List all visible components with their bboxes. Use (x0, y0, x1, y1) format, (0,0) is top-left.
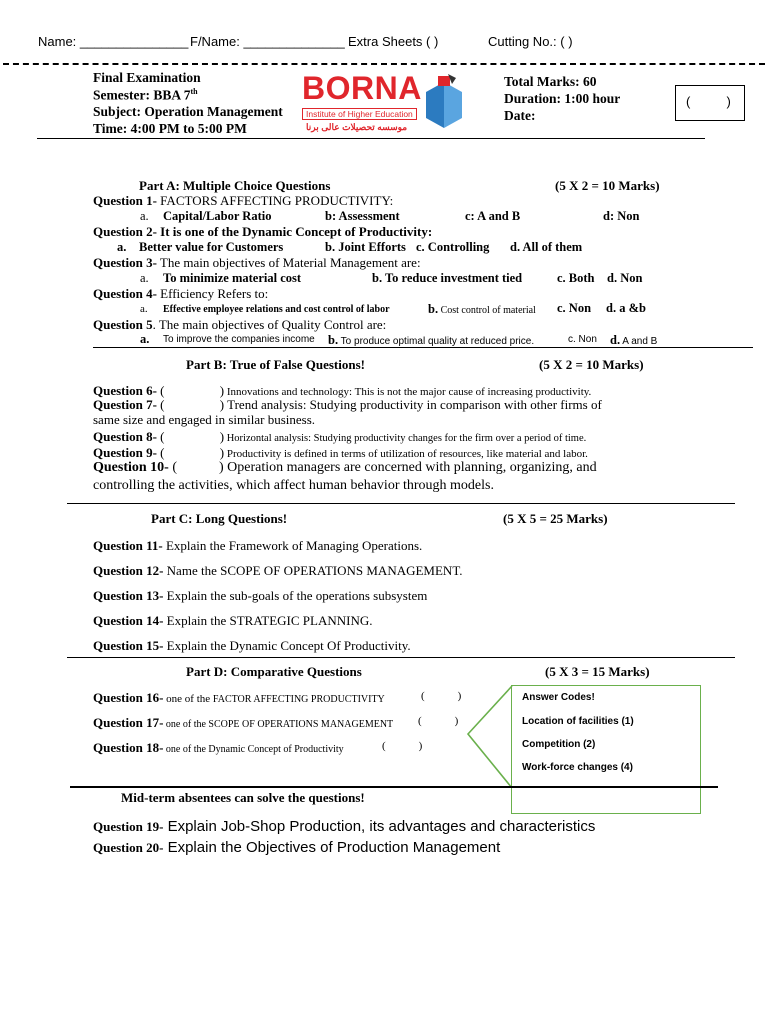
subject: Subject: Operation Management (93, 104, 283, 119)
name-field: Name: _______________ (38, 34, 189, 49)
q16-blank: ( ) (421, 690, 462, 702)
part-b-rule (67, 503, 735, 504)
q17-text: one of the SCOPE OF OPERATIONS MANAGEMENT (163, 719, 394, 730)
question-10 (93, 460, 597, 476)
exam-title: Final Examination (93, 70, 201, 85)
semester (93, 87, 198, 104)
q18-label: Question 18- (93, 740, 164, 755)
q9-label: Question 9- (93, 445, 157, 460)
part-b-title: Part B: True of False Questions! (186, 357, 365, 372)
q12-text: Name the SCOPE OF OPERATIONS MANAGEMENT. (163, 563, 463, 578)
exam-time: Time: 4:00 PM to 5:00 PM (93, 121, 247, 136)
q5-label: Question 5 (93, 317, 153, 332)
q18-blank: ( ) (382, 740, 423, 752)
q6-text: Innovations and technology: This is not the major cause of increasing productivity. (224, 386, 592, 398)
part-a-marks: (5 X 2 = 10 Marks) (555, 178, 660, 193)
answer-codes-box (511, 685, 701, 814)
q16-pre: one of the (163, 693, 213, 705)
q4-option-d: d. a &b (606, 301, 646, 315)
q14-text: Explain the STRATEGIC PLANNING. (163, 613, 373, 628)
q3-opt-a-marker: a. (140, 271, 149, 285)
q4-option-c: c. Non (557, 301, 592, 315)
q5-option-a: To improve the companies income (163, 334, 315, 345)
q10-blank: ( ) (168, 460, 224, 475)
q1-option-c: c: A and B (465, 209, 521, 223)
q1-text: FACTORS AFFECTING PRODUCTIVITY: (156, 193, 394, 208)
code-competition: Competition (2) (522, 739, 596, 750)
part-b-marks: (5 X 2 = 10 Marks) (539, 357, 644, 372)
q8-text: Horizontal analysis: Studying productivity changes for the firm over a period of time. (224, 433, 587, 444)
q11-label: Question 11- (93, 538, 163, 553)
q2-option-c: c. Controlling (416, 240, 490, 254)
q3-option-d: d. Non (607, 271, 643, 285)
q16-label: Question 16- (93, 690, 164, 705)
question-16 (93, 689, 385, 707)
question-11 (93, 538, 422, 554)
q3-option-b: b. To reduce investment tied (372, 271, 523, 285)
part-d-title: Part D: Comparative Questions (186, 664, 362, 679)
part-c-marks: (5 X 5 = 25 Marks) (503, 511, 608, 526)
q4-option-b-text: Cost control of material (438, 305, 536, 316)
father-name-field: F/Name: ______________ (190, 34, 345, 49)
q3-option-c: c. Both (557, 271, 595, 285)
question-2 (93, 224, 432, 240)
q9-text: Productivity is defined in terms of utilization of resources, like material and labor. (224, 448, 588, 460)
part-d-marks: (5 X 3 = 15 Marks) (545, 664, 650, 679)
q3-label: Question 3- (93, 255, 157, 270)
callout-arrow (466, 684, 516, 794)
cut-line (3, 63, 765, 65)
q9-blank: ( ) (156, 445, 225, 460)
q8-blank: ( ) (156, 429, 225, 444)
q15-label: Question 15- (93, 638, 164, 653)
q2-option-b: b. Joint Efforts (325, 240, 406, 254)
duration: Duration: 1:00 hour (504, 91, 621, 106)
q7-text: Trend analysis: Studying productivity in comparison with other firms of (224, 397, 602, 412)
q4-option-a: Effective employee relations and cost control of labor (163, 304, 390, 315)
q1-option-d: d: Non (603, 209, 640, 223)
part-c-title: Part C: Long Questions! (151, 511, 288, 526)
q2-opt-a-marker: a. (117, 240, 127, 254)
marks-box (675, 85, 745, 121)
q7-blank: ( ) (156, 397, 225, 412)
q13-label: Question 13- (93, 588, 164, 603)
code-location: Location of facilities (1) (522, 716, 634, 727)
logo-name: BORNA (302, 70, 422, 106)
q4-label: Question 4- (93, 286, 157, 301)
logo-native-name: موسسه تحصیلات عالی برنا (306, 122, 408, 132)
q4-opt-a-marker: a. (140, 303, 148, 315)
q5-text: . The main objectives of Quality Control are: (152, 317, 387, 332)
mid-term-note: Mid-term absentees can solve the questions! (121, 790, 365, 805)
extra-sheets-field: Extra Sheets ( ) (348, 34, 439, 49)
exam-date: Date: (504, 108, 536, 123)
q4-text: Efficiency Refers to: (156, 286, 269, 301)
q8-label: Question 8- (93, 429, 157, 444)
q4-option-b-marker: b. (428, 302, 439, 316)
book-icon (420, 72, 468, 136)
q5-option-b-text: To produce optimal quality at reduced price. (338, 336, 535, 347)
question-13 (93, 588, 427, 604)
part-a-rule (93, 347, 753, 348)
question-14 (93, 613, 373, 629)
question-7 (93, 397, 602, 413)
part-a-title: Part A: Multiple Choice Questions (139, 178, 331, 193)
borna-logo (298, 70, 470, 138)
cutting-no-field: Cutting No.: ( ) (488, 34, 573, 49)
q19-label: Question 19- (93, 819, 164, 834)
question-19 (93, 818, 595, 836)
q16-text: FACTOR AFFECTING PRODUCTIVITY (212, 694, 385, 705)
q2-text: It is one of the Dynamic Concept of Productivity: (156, 224, 433, 239)
q20-label: Question 20- (93, 840, 164, 855)
q5-opt-a-marker: a. (140, 332, 150, 346)
q1-opt-a-marker: a. (140, 209, 149, 223)
q13-text: Explain the sub-goals of the operations subsystem (163, 588, 428, 603)
marks-box-text: ( ) (686, 94, 731, 109)
code-workforce: Work-force changes (4) (522, 762, 633, 773)
q1-option-b: b: Assessment (325, 209, 400, 223)
q5-option-d-marker: d. (610, 333, 621, 347)
q19-text: Explain Job-Shop Production, its advantages and characteristics (163, 818, 596, 835)
q2-label: Question 2- (93, 224, 157, 239)
q14-label: Question 14- (93, 613, 164, 628)
q3-option-a: To minimize material cost (163, 271, 302, 285)
q2-option-a: Better value for Customers (139, 240, 284, 254)
q1-label: Question 1- (93, 193, 157, 208)
q5-option-d-text: A and B (620, 336, 658, 347)
q18-text: one of the Dynamic Concept of Productivity (163, 744, 344, 755)
question-10-continued: controlling the activities, which affect human behavior through models. (93, 478, 494, 493)
q1-option-a: Capital/Labor Ratio (163, 209, 272, 223)
question-7-continued: same size and engaged in similar business. (93, 412, 316, 427)
q11-text: Explain the Framework of Managing Operations. (162, 538, 423, 553)
question-4 (93, 286, 268, 302)
q17-label: Question 17- (93, 715, 164, 730)
q17-blank: ( ) (418, 715, 459, 727)
part-c-rule (67, 657, 735, 658)
total-marks: Total Marks: 60 (504, 74, 597, 89)
question-1 (93, 193, 393, 209)
q6-blank: ( ) (156, 383, 225, 398)
q10-text: Operation managers are concerned with planning, organizing, and (223, 460, 597, 475)
question-20 (93, 839, 500, 857)
q5-option-c: c. Non (568, 334, 597, 345)
q10-label: Question 10- (93, 460, 169, 475)
question-3 (93, 255, 421, 271)
question-12 (93, 563, 463, 579)
q7-label: Question 7- (93, 397, 157, 412)
header-rule (37, 138, 705, 139)
semester-sup: th (190, 87, 198, 96)
q5-option-b-marker: b. (328, 333, 339, 347)
question-17 (93, 714, 393, 732)
q3-text: The main objectives of Material Management are: (156, 255, 421, 270)
q2-option-d: d. All of them (510, 240, 583, 254)
part-d-rule (70, 786, 718, 788)
q4-option-b (428, 300, 536, 318)
q20-text: Explain the Objectives of Production Management (163, 839, 501, 856)
q6-label: Question 6- (93, 383, 157, 398)
q12-label: Question 12- (93, 563, 164, 578)
logo-tagline: Institute of Higher Education (302, 108, 417, 120)
q15-text: Explain the Dynamic Concept Of Productivity. (163, 638, 411, 653)
question-15 (93, 638, 411, 654)
question-18 (93, 739, 344, 757)
answer-codes-title: Answer Codes! (522, 692, 595, 703)
semester-text: Semester: BBA 7 (93, 87, 191, 103)
